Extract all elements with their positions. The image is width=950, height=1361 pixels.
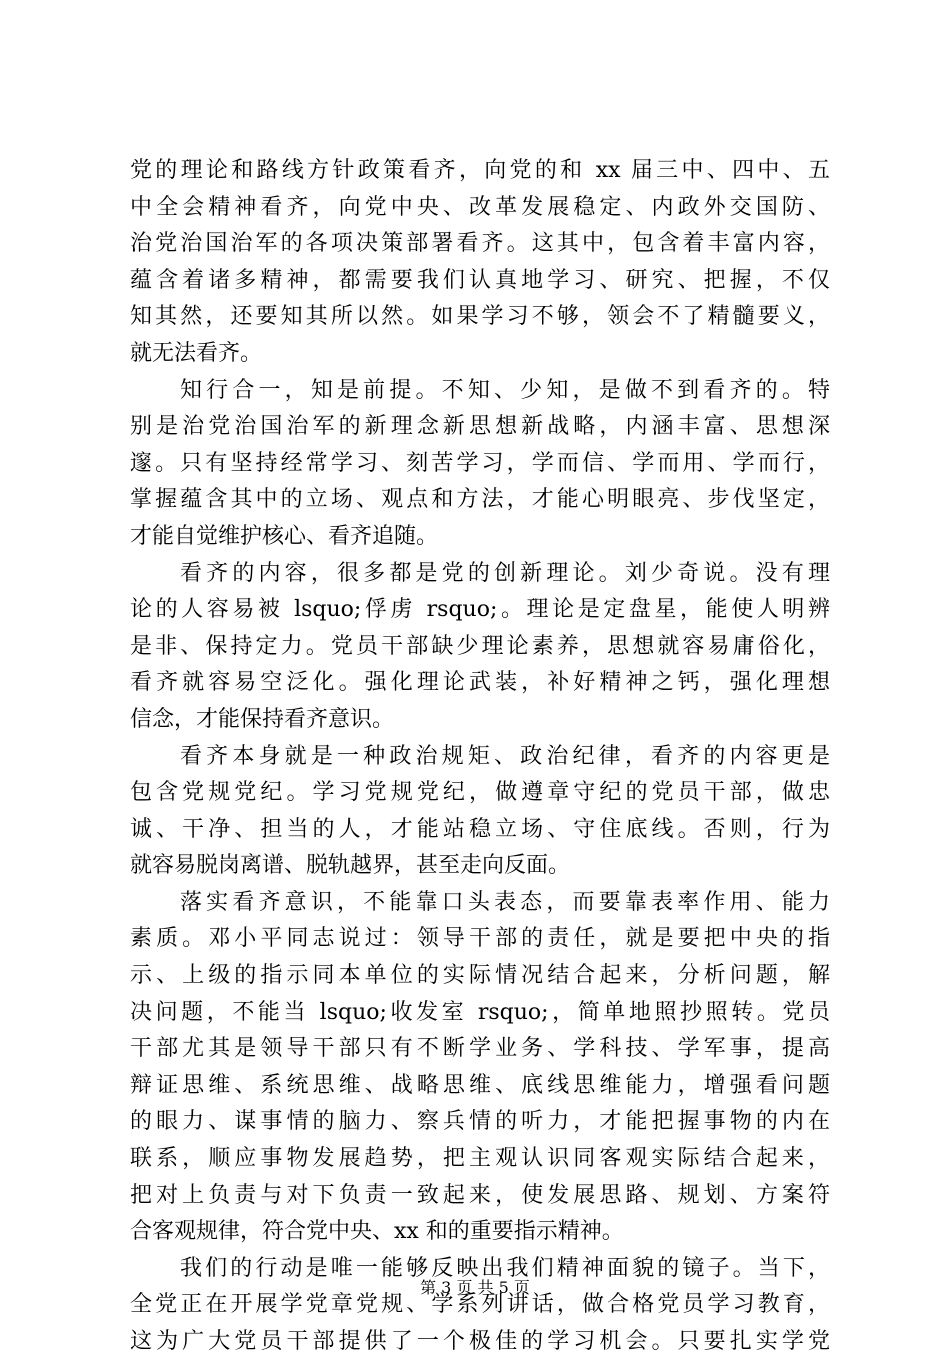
text-line: 信念，才能保持看齐意识。 bbox=[130, 706, 395, 732]
text-line: 别是治党治国治军的新理念新思想新战略，内涵丰富、思想深 bbox=[130, 414, 830, 440]
text-line: 蕴含着诸多精神，都需要我们认真地学习、研究、把握，不仅 bbox=[130, 267, 830, 293]
text-line: 包含党规党纪。学习党规党纪，做遵章守纪的党员干部，做忠 bbox=[130, 780, 830, 806]
text-line: 是非、保持定力。党员干部缺少理论素养，思想就容易庸俗化， bbox=[130, 633, 830, 659]
text-line: 知其然，还要知其所以然。如果学习不够，领会不了精髓要义， bbox=[130, 304, 830, 330]
text-line: 就无法看齐。 bbox=[130, 340, 263, 366]
text-line: 掌握蕴含其中的立场、观点和方法，才能心明眼亮、步伐坚定， bbox=[130, 487, 830, 513]
text-line: 才能自觉维护核心、看齐追随。 bbox=[130, 523, 439, 549]
text-line: 诚、干净、担当的人，才能站稳立场、守住底线。否则，行为 bbox=[130, 816, 830, 842]
text-line: 这为广大党员干部提供了一个极佳的学习机会。只要扎实学党 bbox=[130, 1329, 830, 1354]
text-line: 看齐的内容，很多都是党的创新理论。刘少奇说。没有理 bbox=[180, 560, 830, 586]
text-line: 全党正在开展学党章党规、学系列讲话，做合格党员学习教育， bbox=[130, 1292, 830, 1318]
text-line: 决问题，不能当 lsquo;收发室 rsquo;，简单地照抄照转。党员 bbox=[130, 999, 830, 1025]
text-line: 联系，顺应事物发展趋势，把主观认识同客观实际结合起来， bbox=[130, 1146, 830, 1172]
text-line: 论的人容易被 lsquo;俘虏 rsquo;。理论是定盘星，能使人明辨 bbox=[130, 597, 830, 623]
text-line: 素质。邓小平同志说过：领导干部的责任，就是要把中央的指 bbox=[130, 926, 830, 952]
text-line: 示、上级的指示同本单位的实际情况结合起来，分析问题，解 bbox=[130, 963, 830, 989]
text-line: 辩证思维、系统思维、战略思维、底线思维能力，增强看问题 bbox=[130, 1072, 830, 1098]
text-line: 治党治国治军的各项决策部署看齐。这其中，包含着丰富内容， bbox=[130, 231, 830, 257]
page-number-footer: 第 3 页 共 5 页 bbox=[420, 1278, 530, 1297]
text-line: 中全会精神看齐，向党中央、改革发展稳定、内政外交国防、 bbox=[130, 194, 830, 220]
text-line: 把对上负责与对下负责一致起来，使发展思路、规划、方案符 bbox=[130, 1182, 830, 1208]
text-line: 看齐就容易空泛化。强化理论武装，补好精神之钙，强化理想 bbox=[130, 670, 830, 696]
text-line: 合客观规律，符合党中央、xx 和的重要指示精神。 bbox=[130, 1219, 624, 1245]
document-body bbox=[130, 153, 830, 1361]
text-line: 知行合一，知是前提。不知、少知，是做不到看齐的。特 bbox=[180, 377, 830, 403]
text-line: 落实看齐意识，不能靠口头表态，而要靠表率作用、能力 bbox=[180, 889, 830, 915]
text-line: 邃。只有坚持经常学习、刻苦学习，学而信、学而用、学而行， bbox=[130, 450, 830, 476]
text-line: 就容易脱岗离谱、脱轨越界，甚至走向反面。 bbox=[130, 853, 571, 879]
text-line: 的眼力、谋事情的脑力、察兵情的听力，才能把握事物的内在 bbox=[130, 1109, 830, 1135]
text-line: 看齐本身就是一种政治规矩、政治纪律，看齐的内容更是 bbox=[180, 743, 830, 769]
text-line: 党的理论和路线方针政策看齐，向党的和 xx 届三中、四中、五 bbox=[130, 158, 830, 183]
text-line: 我们的行动是唯一能够反映出我们精神面貌的镜子。当下， bbox=[180, 1255, 830, 1281]
text-line: 干部尤其是领导干部只有不断学业务、学科技、学军事，提高 bbox=[130, 1036, 830, 1062]
